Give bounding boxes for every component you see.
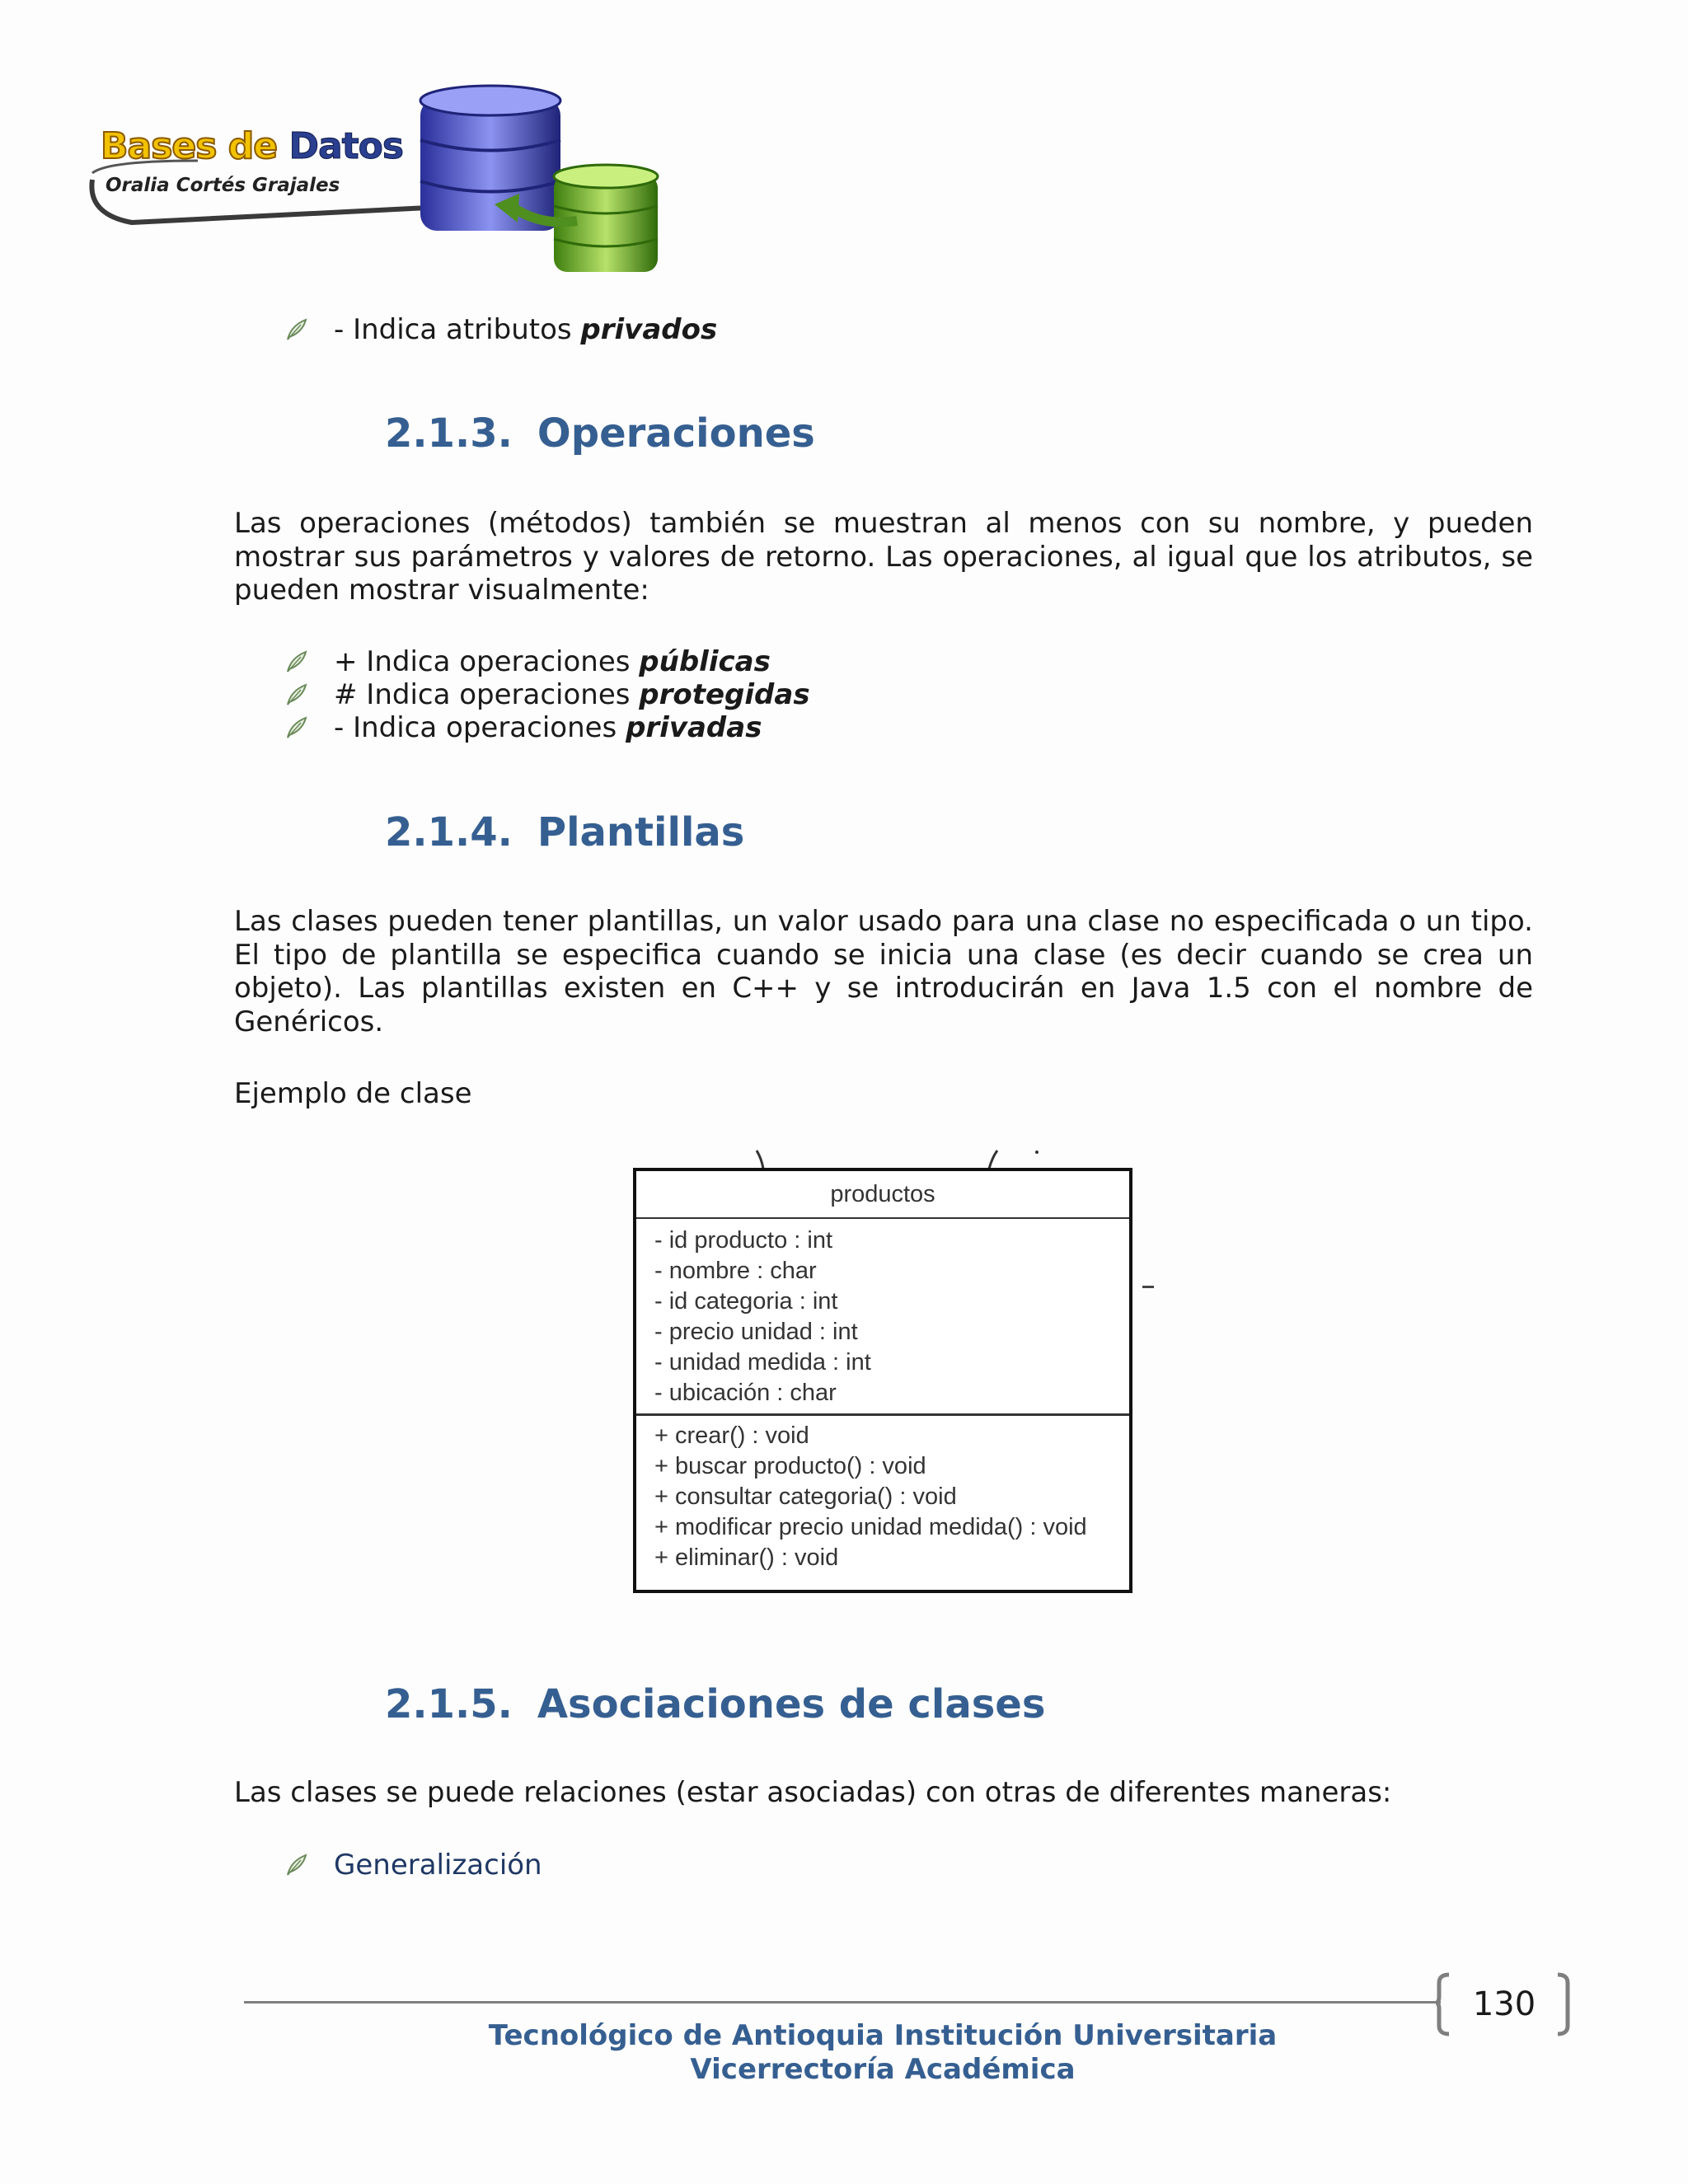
generalizacion-link[interactable]: Generalización: [334, 1849, 542, 1882]
paragraph-operaciones: Las operaciones (métodos) también se muestran al menos con su nombre, y pueden mostrar sus parámetros y valores de retorno. Las operaciones, al igual que los atributos, se pueden mostrar visualmente:: [234, 507, 1533, 607]
footer-divider: [244, 2001, 1441, 2004]
uml-attribute: - precio unidad : int: [654, 1319, 858, 1345]
uml-operation: + buscar producto() : void: [654, 1453, 926, 1479]
page-number: 130: [1472, 1985, 1536, 2023]
uml-attribute: - unidad medida : int: [654, 1349, 871, 1376]
uml-operation: + modificar precio unidad medida() : void: [654, 1514, 1087, 1540]
uml-operation: + consultar categoria() : void: [654, 1483, 957, 1510]
uml-operation: + crear() : void: [654, 1422, 809, 1449]
leaf-bullet-icon: [284, 682, 309, 706]
uml-class-name: productos: [636, 1171, 1129, 1219]
uml-class-diagram: [633, 1168, 1132, 1593]
uml-attribute: - id producto : int: [654, 1227, 832, 1254]
uml-attribute: - nombre : char: [654, 1258, 817, 1284]
logo-title: Bases de Datos: [101, 125, 404, 167]
leaf-bullet-icon: [284, 1852, 309, 1877]
uml-attribute: - ubicación : char: [654, 1380, 837, 1406]
paragraph-plantillas: Las clases pueden tener plantillas, un valor usado para una clase no especificada o un tipo. El tipo de plantilla se especifica cuando se inicia una clase (es decir cuando se crea un objeto). Las plantillas existen en C++ y se introducirán en Java 1.5 con el nombre de Genéricos.: [234, 905, 1533, 1038]
uml-attributes: [636, 1219, 1129, 1416]
leaf-bullet-icon: [284, 715, 309, 739]
section-heading-214: 2.1.4. Plantillas: [385, 809, 745, 855]
logo: [82, 82, 676, 288]
uml-attribute: - id categoria : int: [654, 1288, 838, 1315]
section-heading-215: 2.1.5. Asociaciones de clases: [385, 1681, 1046, 1727]
logo-author: Oralia Cortés Grajales: [106, 175, 340, 196]
footer-institution: Tecnológico de Antioquia Institución Universitaria: [488, 2019, 1278, 2052]
example-label: Ejemplo de clase: [234, 1077, 472, 1110]
uml-edge-mark: [1142, 1286, 1154, 1288]
leaf-bullet-icon: [284, 649, 309, 673]
footer-department: Vicerrectoría Académica: [690, 2053, 1076, 2086]
leaf-bullet-icon: [284, 316, 309, 341]
uml-operations: [636, 1416, 1129, 1573]
paragraph-asociaciones: Las clases se puede relaciones (estar asociadas) con otras de diferentes maneras:: [234, 1776, 1392, 1809]
uml-operation: + eliminar() : void: [654, 1544, 839, 1571]
section-heading-213: 2.1.3. Operaciones: [385, 410, 815, 457]
